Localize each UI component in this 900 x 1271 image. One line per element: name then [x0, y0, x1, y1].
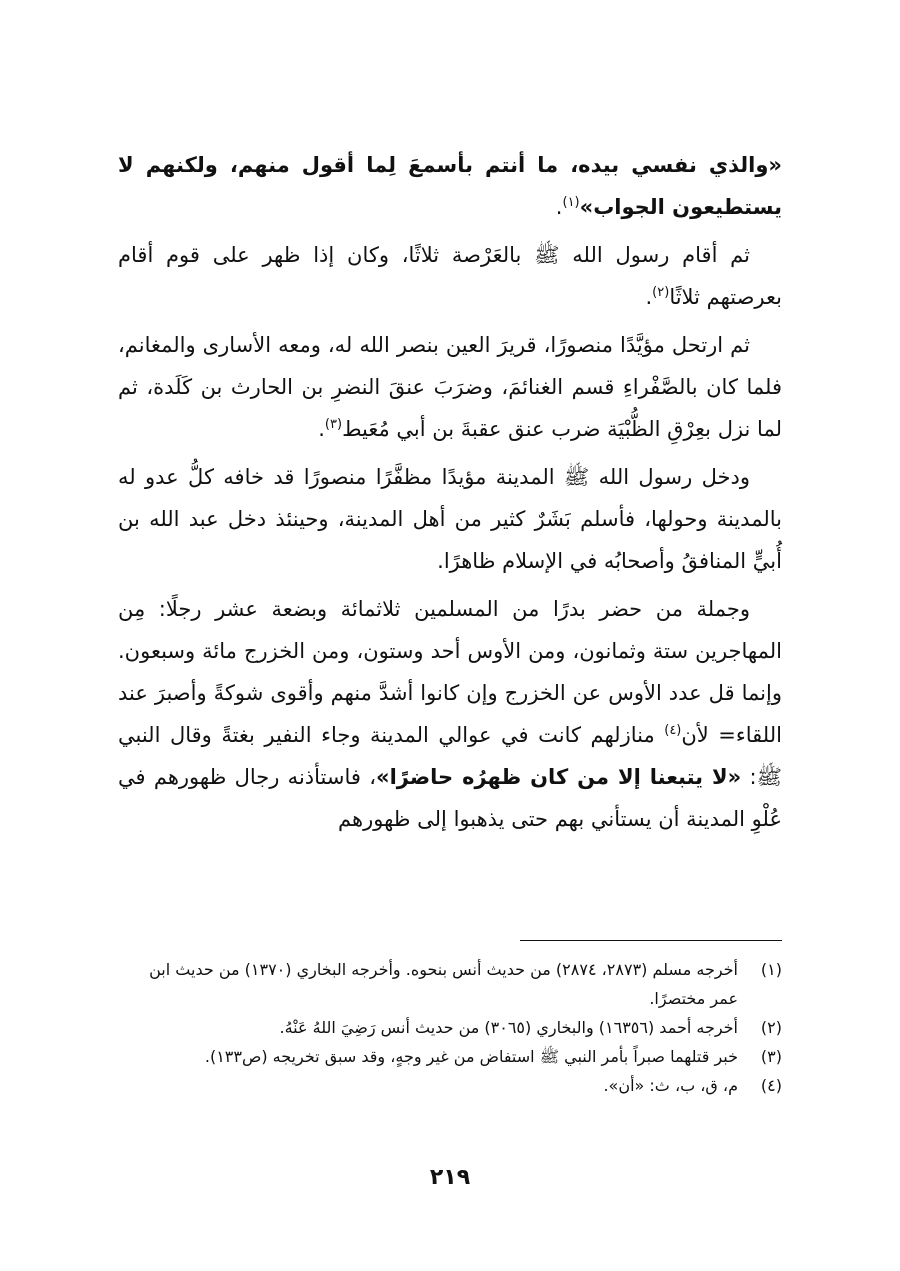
footnote-text: م، ق، ب، ث: «أن». — [603, 1076, 738, 1095]
paragraph-text: وجملة من حضر بدرًا من المسلمين ثلاثمائة وبضعة عشر رجلًا: مِن المهاجرين ستة وثمانون، ومن الأوس أحد وستون، ومن الخزرج مائة وسبعون. وإنما قل عدد الأوس عن الخزرج وإن كانوا أشدَّ منهم وأقوى شوكةً وأصبرَ عند اللقاء= لأن — [118, 597, 782, 747]
footnote-4 — [118, 1071, 782, 1100]
footnote-number: (١) — [760, 960, 782, 979]
footnote-ref-3[interactable]: (٣) — [324, 417, 343, 432]
footnotes — [118, 955, 782, 1100]
footnote-ref-1[interactable]: (١) — [562, 195, 580, 210]
footnote-2 — [118, 1013, 782, 1042]
paragraph-text: ثم ارتحل مؤيَّدًا منصورًا، قريرَ العين بنصر الله له، ومعه الأسارى والمغانم، فلما كان بالصَّفْراءِ قسم الغنائمَ، وضرَبَ عنقَ النضرِ بن الحارث بن كَلَدة، ثم لما نزل بعِرْقِ الظُّبْيَة ضرب عنق عقبةَ بن أبي مُعَيط — [118, 333, 782, 441]
paragraph-end: . — [645, 285, 653, 309]
hadith-quote: «لا يتبعنا إلا من كان ظهرُه حاضرًا» — [376, 765, 742, 789]
footnote-ref-4[interactable]: (٤) — [664, 723, 682, 738]
hadith-quote: «والذي نفسي بيده، ما أنتم بأسمعَ لِما أقول منهم، ولكنهم لا يستطيعون الجواب» — [118, 153, 782, 219]
paragraph-4 — [118, 456, 782, 582]
footnote-separator — [520, 940, 782, 941]
footnote-1 — [118, 955, 782, 1013]
paragraph-end: . — [318, 417, 325, 441]
footnote-text: خبر قتلهما صبراً بأمر النبي ﷺ استفاض من غير وجهٍ، وقد سبق تخريجه (ص١٣٣). — [204, 1047, 738, 1066]
paragraph-text-end: ، فاستأذنه رجال ظهورهم في عُلْوِ المدينة أن يستأني بهم حتى يذهبوا إلى ظهورهم — [118, 765, 782, 831]
paragraph-text: ثم أقام رسول الله ﷺ بالعَرْصة ثلاثًا، وكان إذا ظهر على قوم أقام بعرصتهم ثلاثًا — [118, 243, 782, 309]
footnote-number: (٢) — [760, 1018, 782, 1037]
footnote-number: (٣) — [760, 1047, 782, 1066]
footnote-3 — [118, 1042, 782, 1071]
paragraph-2 — [118, 234, 782, 318]
footnote-ref-2[interactable]: (٢) — [652, 285, 670, 300]
footnote-number: (٤) — [760, 1076, 782, 1095]
paragraph-5 — [118, 588, 782, 840]
footnote-text: أخرجه مسلم (٢٨٧٣، ٢٨٧٤) من حديث أنس بنحوه. وأخرجه البخاري (١٣٧٠) من حديث ابن عمر مختصرًا. — [149, 960, 738, 1008]
main-text — [118, 144, 782, 846]
paragraph-3 — [118, 324, 782, 450]
footnote-text: أخرجه أحمد (١٦٣٥٦) والبخاري (٣٠٦٥) من حديث أنس رَضِيَ اللهُ عَنْهُ. — [279, 1018, 738, 1037]
paragraph-end: . — [555, 195, 563, 219]
page-number: ٢١٩ — [429, 1165, 471, 1190]
paragraph-1 — [118, 144, 782, 228]
paragraph-text-continued: منازلهم كانت في عوالي المدينة وجاء النفير بغتةً وقال النبي ﷺ: — [118, 723, 782, 789]
paragraph-text: ودخل رسول الله ﷺ المدينة مؤيدًا مظفَّرًا منصورًا قد خافه كلُّ عدو له بالمدينة وحولها، فأسلم بَشَرٌ كثير من أهل المدينة، وحينئذ دخل عبد الله بن أُبيٍّ المنافقُ وأصحابُه في الإسلام ظاهرًا. — [118, 465, 782, 573]
